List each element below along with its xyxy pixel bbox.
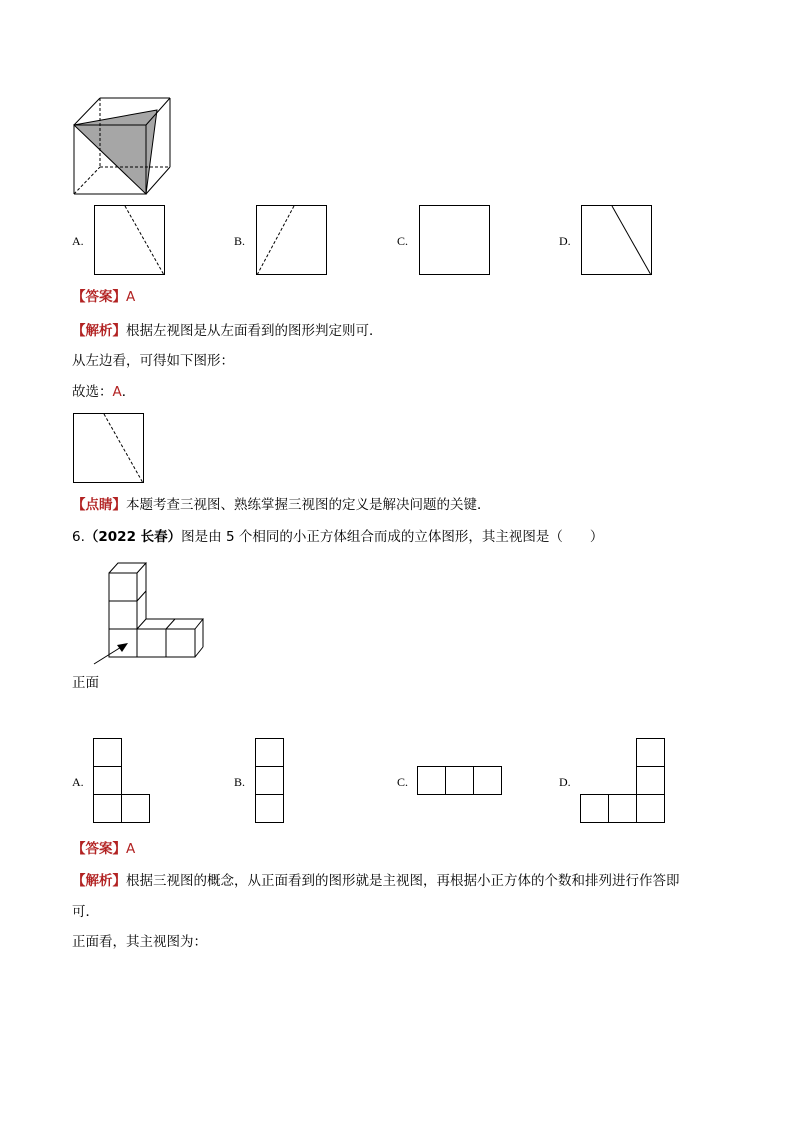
q5-option-b-figure — [256, 205, 328, 276]
q5-answer-value: A — [126, 289, 136, 305]
q6-analysis-line-1 — [72, 872, 680, 890]
q6-front-label: 正面 — [72, 675, 99, 691]
q6-answer-line — [72, 840, 135, 858]
q5-conclusion-value: A — [112, 384, 122, 400]
q6-cubes-figure — [68, 558, 213, 670]
q6-explanation-line: 正面看，其主视图为： — [72, 934, 207, 950]
q5-answer-line — [72, 288, 135, 306]
q5-option-b-label: B. — [234, 234, 246, 248]
q5-answer-tag: 【答案】 — [72, 289, 126, 305]
q5-analysis-tag: 【解析】 — [72, 323, 126, 339]
q5-comment-text: 本题考查三视图、熟练掌握三视图的定义是解决问题的关键． — [126, 497, 491, 513]
q6-option-d-label: D. — [559, 775, 571, 789]
q6-stem-line — [72, 528, 603, 546]
q5-option-d-figure — [581, 205, 653, 276]
q5-option-a-figure — [94, 205, 166, 276]
q6-option-b-label: B. — [234, 775, 246, 789]
q6-option-a-label: A. — [72, 775, 84, 789]
q5-explanation-line: 从左边看，可得如下图形： — [72, 353, 234, 369]
q5-comment-line — [72, 496, 491, 514]
q6-option-b-figure — [255, 738, 285, 823]
q5-option-c-figure — [419, 205, 491, 276]
q5-conclusion-suffix: ． — [121, 384, 136, 400]
q5-comment-tag: 【点睛】 — [72, 497, 126, 513]
q6-analysis-tag: 【解析】 — [72, 873, 126, 889]
q6-option-c-figure — [417, 766, 504, 796]
q5-analysis-line — [72, 322, 383, 340]
q6-option-d-figure — [580, 738, 667, 823]
q5-option-d-label: D. — [559, 234, 571, 248]
q5-left-view-figure — [73, 413, 145, 484]
q5-option-c-label: C. — [397, 234, 409, 248]
q6-source: （2022 长春） — [84, 529, 182, 545]
q5-analysis-text: 根据左视图是从左面看到的图形判定则可． — [126, 323, 383, 339]
q5-conclusion-line — [72, 383, 135, 401]
q6-stem-text: 图是由 5 个相同的小正方体组合而成的立体图形，其主视图是（ ） — [181, 529, 604, 545]
q6-number: 6. — [72, 529, 85, 545]
q6-answer-value: A — [126, 841, 136, 857]
q6-option-c-label: C. — [397, 775, 409, 789]
q5-option-a-label: A. — [72, 234, 84, 248]
cube-figure — [60, 90, 190, 202]
q6-analysis-line-2: 可． — [72, 904, 99, 920]
q6-analysis-text-1: 根据三视图的概念，从正面看到的图形就是主视图，再根据小正方体的个数和排列进行作答即 — [126, 873, 680, 889]
q5-conclusion-prefix: 故选： — [72, 384, 113, 400]
q6-answer-tag: 【答案】 — [72, 841, 126, 857]
q6-option-a-figure — [93, 738, 151, 823]
